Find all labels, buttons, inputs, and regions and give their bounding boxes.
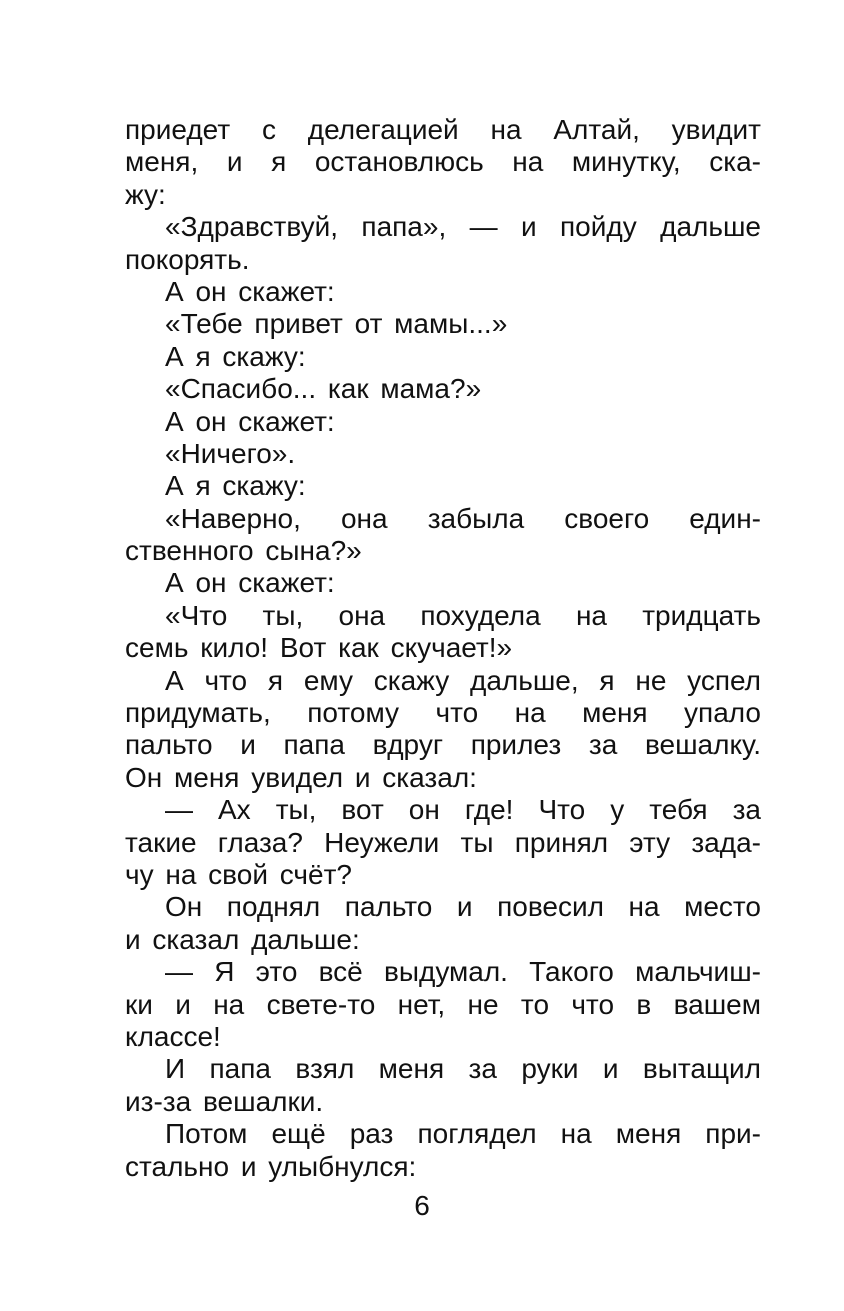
text-line: «Что ты, она похудела на тридцать — [165, 599, 761, 631]
text-line: ственного сына?» — [125, 535, 362, 567]
text-line: А он скажет: — [165, 405, 335, 437]
text-line: А он скажет: — [165, 275, 335, 307]
text-line: «Здравствуй, папа», — и пойду дальше — [165, 211, 761, 243]
page-number: 6 — [414, 1190, 430, 1221]
text-line: Потом ещё раз поглядел на меня при- — [165, 1118, 761, 1150]
text-line: чу на свой счёт? — [125, 858, 352, 890]
text-line: «Спасибо... как мама?» — [165, 373, 482, 405]
text-line: такие глаза? Неужели ты принял эту зада- — [125, 826, 761, 858]
text-line: меня, и я остановлюсь на минутку, ска- — [125, 146, 761, 178]
text-line: стально и улыбнулся: — [125, 1150, 417, 1182]
text-line: Он меня увидел и сказал: — [125, 761, 477, 793]
text-line: — Я это всё выдумал. Такого мальчиш- — [165, 956, 761, 988]
text-line: А я скажу: — [165, 340, 306, 372]
body-text — [125, 114, 761, 1183]
text-line: «Наверно, она забыла своего един- — [165, 502, 761, 534]
text-line: из-за вешалки. — [125, 1085, 324, 1117]
text-line: пальто и папа вдруг прилез за вешалку. — [125, 729, 761, 761]
text-line: — Ах ты, вот он где! Что у тебя за — [165, 794, 761, 826]
text-line: А я скажу: — [165, 470, 306, 502]
text-line: ки и на свете-то нет, не то что в вашем — [125, 988, 761, 1020]
text-line: А что я ему скажу дальше, я не успел — [165, 664, 761, 696]
text-line: «Ничего». — [165, 437, 296, 469]
text-line: И папа взял меня за руки и вытащил — [165, 1053, 761, 1085]
text-line: придумать, потому что на меня упало — [125, 697, 761, 729]
text-line: покорять. — [125, 243, 250, 275]
text-line: Он поднял пальто и повесил на место — [165, 891, 761, 923]
text-line: А он скажет: — [165, 567, 335, 599]
text-line: жу: — [125, 178, 166, 210]
text-line: приедет с делегацией на Алтай, увидит — [125, 114, 761, 145]
text-line: и сказал дальше: — [125, 923, 360, 955]
text-line: семь кило! Вот как скучает!» — [125, 632, 513, 664]
text-line: «Тебе привет от мамы...» — [165, 308, 508, 340]
text-line: классе! — [125, 1020, 221, 1052]
